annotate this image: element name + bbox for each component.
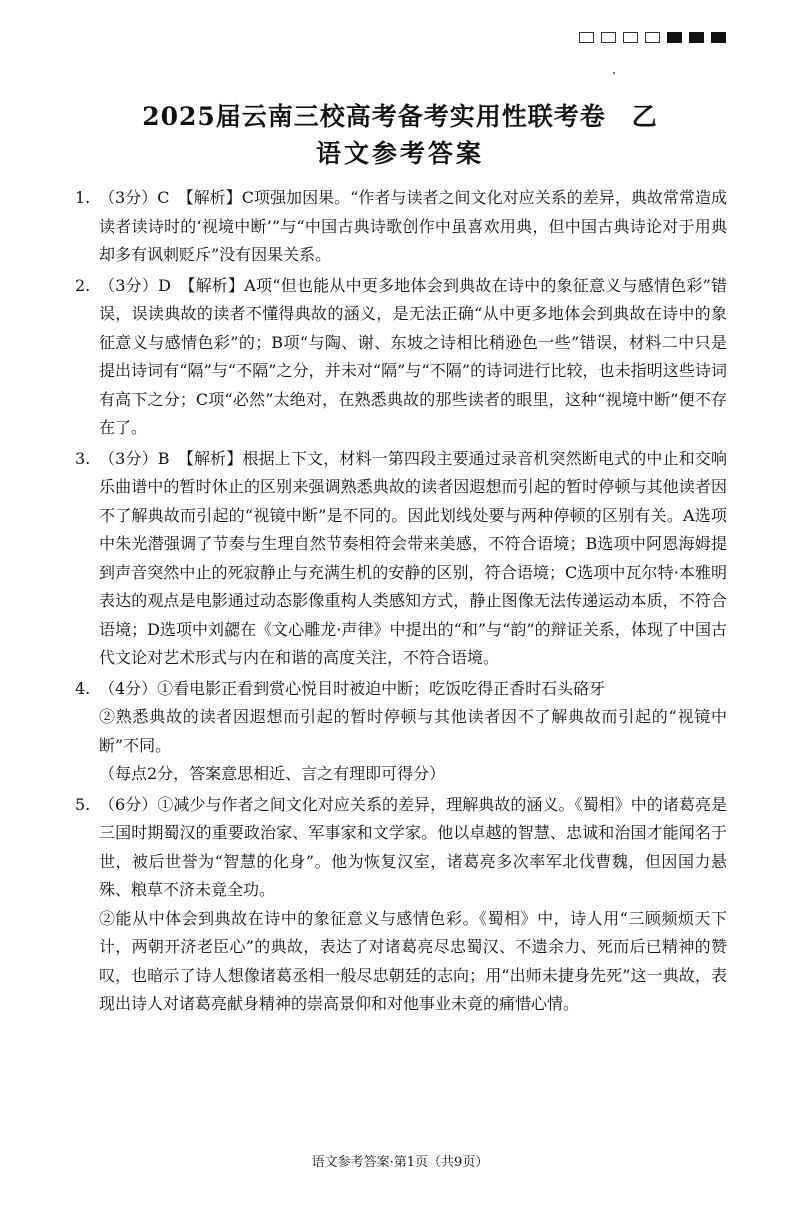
question-number: 1. [75, 188, 91, 207]
empty-square-mark [579, 32, 594, 43]
question-number: 4. [75, 678, 91, 698]
question-number: 3. [75, 448, 91, 468]
empty-square-mark [645, 32, 660, 43]
filled-square-mark [689, 32, 704, 43]
question-number: 2. [75, 275, 91, 295]
title-variant: 乙 [631, 102, 658, 131]
empty-square-mark [601, 32, 616, 43]
answer-paragraph: （4分）①看电影正看到赏心悦目时被迫中断；吃饭吃得正香时石头硌牙 [99, 678, 606, 698]
scan-dot [613, 72, 615, 74]
page-subtitle: 语文参考答案 [315, 139, 484, 168]
answer-paragraph: （3分）D 【解析】A项“但也能从中更多地体会到典故在诗中的象征意义与感情色彩”错误，误读典故的读者不懂得典故的涵义，是无法正确“从中更多地体会到典故在诗中的象征意义与感情色彩”的；B项“与陶、谢、东坡之诗相比稍逊色一些”错误，材料二中只是提出诗词有“隔”与“不隔”之分，并未对“隔”与“不隔”的诗词进行比较，也未指明这些诗词有高下之分；C项“必然”太绝对，在熟悉典故的那些读者的眼里，这种“视境中断”便不存在了。 [99, 275, 727, 437]
empty-square-mark [623, 32, 638, 43]
answer-paragraph: （3分）B 【解析】根据上下文，材料一第四段主要通过录音机突然断电式的中止和交响乐曲谱中的暂时休止的区别来强调熟悉典故的读者因遐想而引起的暂时停顿与其他读者因不了解典故而引起的“视镜中断”是不同的。因此划线处要与两种停顿的区别有关。A选项中朱光潜强调了节奏与生理自然节奏相符会带来美感，不符合语境；B选项中阿恩海姆提到声音突然中止的死寂静止与充满生机的安静的区别，符合语境；C选项中瓦尔特·本雅明表达的观点是电影通过动态影像重构人类感知方式，静止图像无法传递运动本质，不符合语境；D选项中刘勰在《文心雕龙·声律》中提出的“和”与“韵”的辩证关系，体现了中国古代文论对艺术形式与内在和谐的高度关注，不符合语境。 [99, 448, 727, 667]
answer-item [75, 791, 727, 1019]
answer-paragraph: ②能从中体会到典故在诗中的象征意义与感情色彩。《蜀相》中，诗人用“三顾频烦天下计，两朝开济老臣心”的典故，表达了对诸葛亮尽忠蜀汉、不遗余力、死而后已精神的赞叹，也暗示了诗人想像诸葛丞相一般尽忠朝廷的志向；用“出师未捷身先死”这一典故，表现出诗人对诸葛亮献身精神的崇高景仰和对他事业未竟的痛惜心情。 [99, 908, 727, 1013]
answer-paragraph: （6分）①减少与作者之间文化对应关系的差异，理解典故的涵义。《蜀相》中的诸葛亮是三国时期蜀汉的重要政治家、军事家和文学家。他以卓越的智慧、忠诚和治国才能闻名于世，被后世誉为“智慧的化身”。他为恢复汉室，诸葛亮多次率军北伐曹魏，但因国力悬殊、粮草不济未竟全功。 [99, 794, 727, 899]
answer-paragraph: ②熟悉典故的读者因遐想而引起的暂时停顿与其他读者因不了解典故而引起的“视镜中断”不同。 [99, 707, 727, 755]
page-title [0, 97, 800, 133]
corner-marks [579, 32, 726, 43]
title-main: 2025届云南三校高考备考实用性联考卷 [142, 102, 606, 131]
page-footer: 语文参考答案·第1页（共9页） [311, 1155, 489, 1170]
filled-square-mark [711, 32, 726, 43]
answer-item [75, 675, 727, 789]
answer-paragraph: （3分）C 【解析】C项强加因果。“作者与读者之间文化对应关系的差异，典故常常造成读者读诗时的‘视境中断’”与“中国古典诗歌创作中虽喜欢用典，但中国古典诗论对于用典却多有讽刺贬斥”没有因果关系。 [99, 188, 727, 264]
answer-item [75, 272, 727, 443]
question-number: 5. [75, 794, 91, 814]
answer-item [75, 184, 727, 270]
scoring-note: （每点2分，答案意思相近、言之有理即可得分） [99, 764, 446, 783]
answer-list [75, 184, 727, 1021]
filled-square-mark [667, 32, 682, 43]
answer-item [75, 445, 727, 673]
